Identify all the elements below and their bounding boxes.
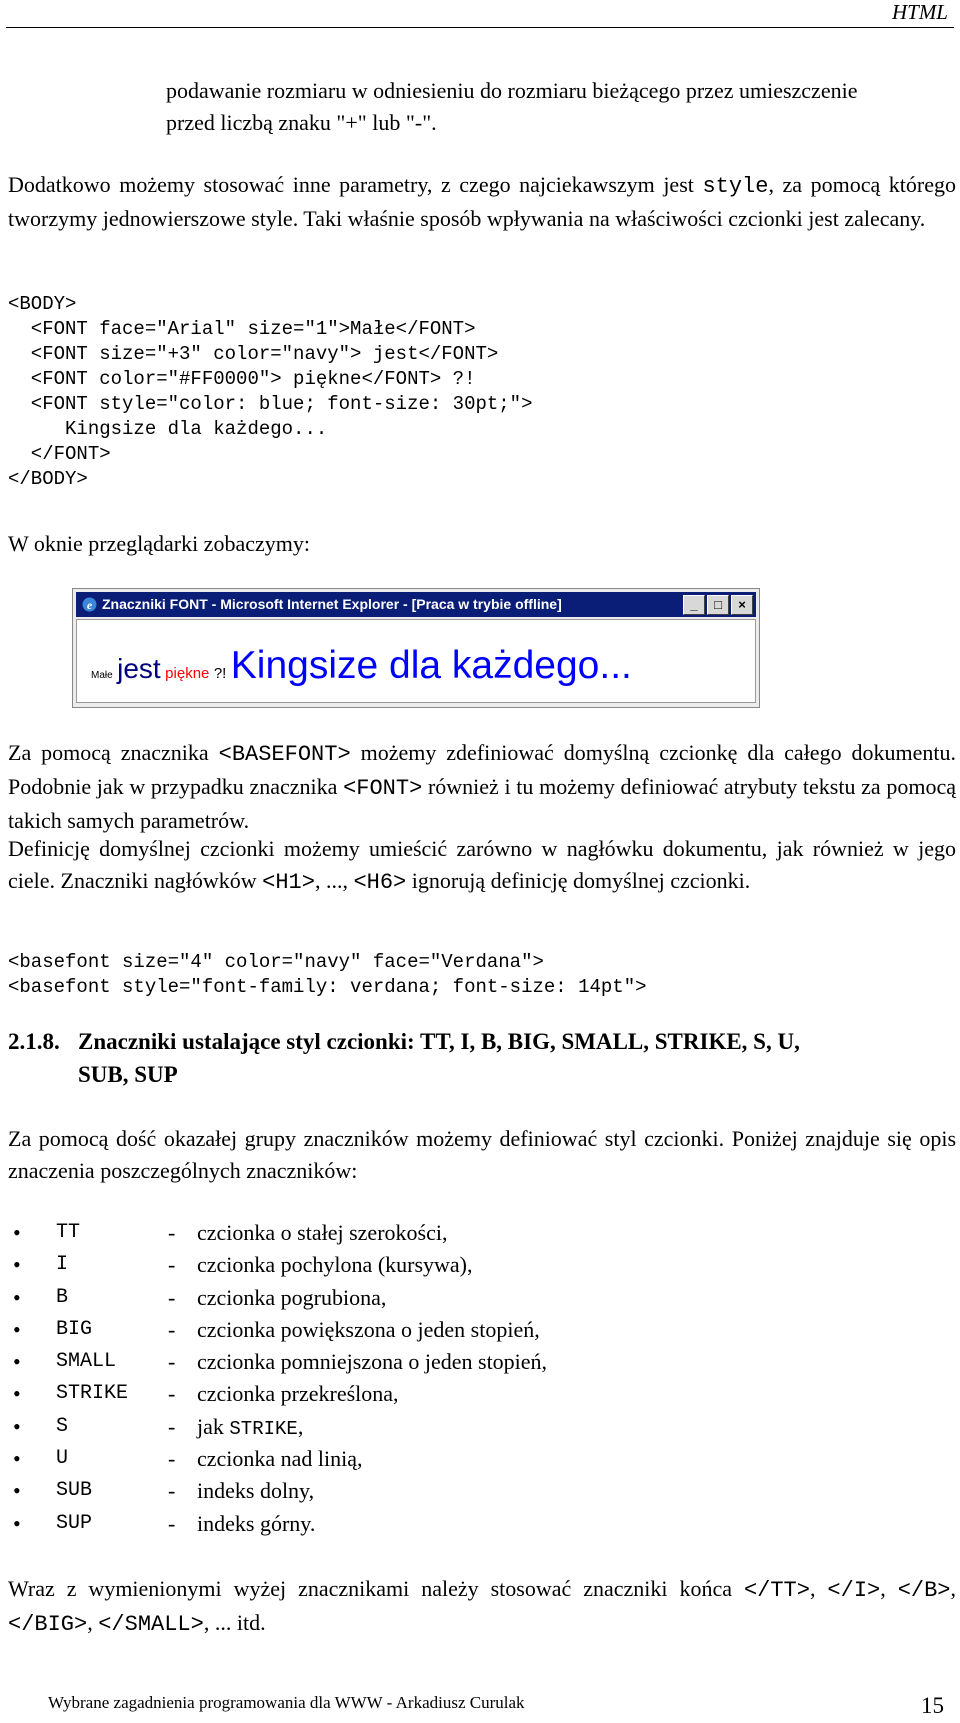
bullet: •	[13, 1220, 21, 1245]
demo-punctuation: ?!	[213, 665, 227, 682]
minimize-button[interactable]: _	[683, 595, 705, 615]
paragraph-closing-tags	[8, 1573, 956, 1641]
paragraph-browser-intro: W oknie przeglądarki zobaczymy:	[8, 531, 310, 556]
inline-code: <H6>	[353, 870, 407, 895]
text: możemy zdefiniować domyślną czcionkę dla całego dokumentu. Podobnie jak w przypadku znacznika	[8, 740, 957, 799]
tag-name: B	[56, 1285, 69, 1309]
bullet: •	[13, 1510, 21, 1536]
dash: -	[168, 1510, 176, 1536]
inline-code: </TT>	[743, 1578, 810, 1603]
header-title: HTML	[891, 0, 948, 24]
tag-description	[197, 1475, 314, 1507]
paragraph-style-param	[8, 169, 956, 235]
browser-screenshot	[72, 588, 760, 708]
tag-name: SUP	[56, 1511, 93, 1535]
tag-description	[197, 1443, 363, 1475]
header-divider	[6, 27, 954, 28]
text: czcionka pochylona (kursywa),	[197, 1252, 473, 1278]
paragraph-default-font	[8, 833, 956, 899]
text: ,	[950, 1576, 957, 1601]
demo-navy-text: jest	[117, 653, 161, 684]
close-button[interactable]: ×	[731, 595, 753, 615]
tag-description	[197, 1249, 473, 1281]
bullet: •	[13, 1349, 21, 1375]
inline-code: <H1>	[262, 870, 315, 895]
text: Definicję domyślnej czcionki możemy umieścić zarówno w nagłówku dokumentu, jak również w jego ciele. Znaczniki nagłówków	[8, 836, 956, 893]
dash: -	[168, 1478, 176, 1504]
dash: -	[168, 1220, 176, 1245]
browser-content	[76, 619, 756, 703]
bullet: •	[13, 1284, 21, 1310]
dash: -	[168, 1381, 176, 1407]
font-demo-line	[91, 644, 632, 688]
code-example-font: <BODY> <FONT face="Arial" size="1">Małe</FONT> <FONT size="+3" color="navy"> jest</FONT> <FONT color="#FF0000"> piękne</FONT> ?! <FONT style="color: blue; font-size: 30pt;"> Kingsize dla każdego... </FONT> </BODY>	[8, 293, 533, 490]
section-title-line2: SUB, SUP	[78, 1062, 178, 1087]
code-example-basefont: <basefont size="4" color="navy" face="Verdana"> <basefont style="font-family: verdana; font-size: 14pt">	[8, 951, 647, 998]
dash: -	[168, 1413, 176, 1439]
bullet: •	[13, 1381, 21, 1407]
inline-code: style	[702, 174, 769, 199]
tag-name: SMALL	[56, 1350, 117, 1374]
text: ,	[809, 1576, 828, 1601]
browser-title: Znaczniki FONT - Microsoft Internet Explorer - [Praca w trybie offline]	[102, 596, 562, 612]
demo-big-blue-text: Kingsize dla każdego...	[230, 644, 632, 687]
text: , za pomocą którego tworzymy jednowierszowe style. Taki właśnie sposób wpływania na właściwości czcionki jest zalecany.	[8, 172, 957, 231]
tag-name: TT	[56, 1221, 81, 1244]
text: indeks dolny,	[197, 1478, 315, 1504]
dash: -	[168, 1284, 176, 1310]
text: jak	[197, 1413, 230, 1439]
tag-description	[197, 1378, 399, 1410]
text: ,	[87, 1610, 99, 1635]
text: ,	[297, 1413, 304, 1439]
dash: -	[168, 1349, 176, 1375]
bullet: •	[13, 1252, 21, 1278]
tag-description	[197, 1217, 447, 1249]
text: czcionka pomniejszona o jeden stopień,	[197, 1349, 548, 1375]
tag-description	[197, 1508, 315, 1540]
tag-name: STRIKE	[56, 1382, 129, 1406]
demo-small-text: Małe	[91, 670, 113, 681]
text: ignorują definicję domyślnej czcionki.	[406, 868, 751, 893]
paragraph-style-tags: Za pomocą dość okazałej grupy znaczników możemy definiować styl czcionki. Poniżej znajduje się opis znaczenia poszczególnych znaczników:	[8, 1126, 956, 1183]
svg-text:e: e	[86, 598, 93, 612]
section-number: 2.1.8.	[8, 1029, 60, 1054]
paragraph-basefont	[8, 737, 956, 837]
section-heading	[8, 1025, 956, 1091]
inline-code: </SMALL>	[98, 1612, 204, 1637]
inline-code: </I>	[827, 1578, 881, 1603]
dash: -	[168, 1316, 176, 1342]
tag-name: SUB	[56, 1479, 93, 1503]
text: , ...,	[314, 868, 354, 893]
inline-code: <BASEFONT>	[218, 742, 351, 767]
text: czcionka nad linią,	[197, 1446, 363, 1472]
tag-description	[197, 1346, 547, 1378]
text: ,	[880, 1576, 898, 1601]
browser-titlebar	[76, 592, 756, 617]
tag-description	[197, 1314, 540, 1346]
tag-description	[197, 1282, 386, 1314]
text: również i tu możemy definiować atrybuty tekstu za pomocą takich samych parametrów.	[8, 774, 956, 833]
inline-code: </B>	[897, 1578, 951, 1603]
text: , ... itd.	[203, 1610, 266, 1635]
text: indeks górny.	[197, 1510, 316, 1536]
tag-name: U	[56, 1447, 69, 1471]
inline-code: <FONT>	[343, 776, 423, 801]
tag-name: S	[56, 1414, 69, 1438]
demo-red-text: piękne	[165, 665, 210, 682]
bullet: •	[13, 1413, 21, 1439]
tag-description	[197, 1411, 303, 1445]
dash: -	[168, 1446, 176, 1472]
dash: -	[168, 1252, 176, 1278]
text: Dodatkowo możemy stosować inne parametry, z czego najciekawszym jest	[8, 172, 703, 197]
bullet: •	[13, 1478, 21, 1504]
bullet: •	[13, 1446, 21, 1472]
window-controls	[681, 595, 753, 620]
internet-explorer-icon	[81, 596, 98, 613]
text: czcionka pogrubiona,	[197, 1284, 387, 1310]
inline-code: STRIKE	[229, 1417, 298, 1440]
maximize-button[interactable]: □	[707, 595, 729, 615]
text: czcionka o stałej szerokości,	[197, 1220, 448, 1245]
tag-name: BIG	[56, 1317, 93, 1341]
text: czcionka powiększona o jeden stopień,	[197, 1316, 540, 1342]
text: Wraz z wymienionymi wyżej znacznikami należy stosować znaczniki końca	[8, 1576, 744, 1601]
intro-indented-text: podawanie rozmiaru w odniesieniu do rozmiaru bieżącego przez umieszczenie przed liczbą znaku "+" lub "-".	[166, 78, 858, 135]
bullet: •	[13, 1316, 21, 1342]
text: Za pomocą znacznika	[8, 740, 219, 765]
inline-code: </BIG>	[8, 1612, 88, 1637]
text: czcionka przekreślona,	[197, 1381, 399, 1407]
page-number: 15	[921, 1693, 944, 1718]
section-title-line1: Znaczniki ustalające styl czcionki: TT, I, B, BIG, SMALL, STRIKE, S, U,	[78, 1029, 800, 1054]
footer-text: Wybrane zagadnienia programowania dla WWW - Arkadiusz Curulak	[48, 1693, 525, 1712]
tag-name: I	[56, 1253, 69, 1277]
